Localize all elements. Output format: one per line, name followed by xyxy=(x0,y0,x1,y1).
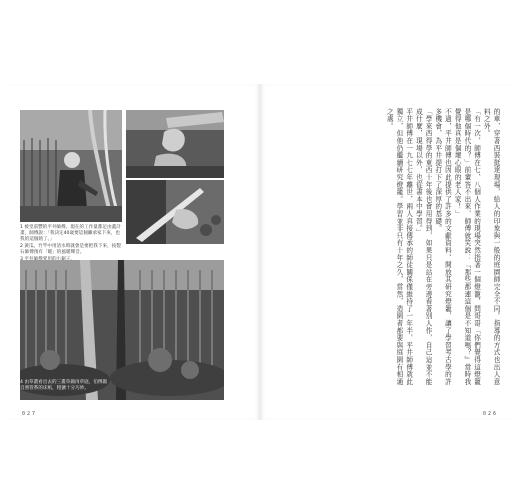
right-page xyxy=(260,84,512,420)
caption-2: 2 黃瓜、竹竿中用清水時就會是要把我下來，按製石師傅預有「暖」的風暖聲音。 xyxy=(20,244,121,256)
left-page xyxy=(8,84,260,420)
photo-hands-saw xyxy=(126,180,224,244)
paragraph: 「有一次，師傅在七、八個人作業的現場突然指著一個燈籠，問哥哥「你們覺得這燈籠是哪個時代的？」前輩答不出來，師傅就笑說：『那些都連這個是不知道嗎？』當時我覺得他真是個壞心眼的老人家！」 xyxy=(453,108,481,386)
paragraph: 的車，穿著西裝挺達現場，給人的印象與一般的庭園師完全不同。指導的方式也出人意料之外。 xyxy=(482,108,500,386)
photo-master-gardener xyxy=(20,110,122,222)
caption-1: 1 被堂前豐的平井師傅。現在的工作量都足由蓋計畫，師傅說：「我決定40歲要這個繼承家下來，也我的這個熱了。」 xyxy=(20,225,121,243)
photo-captions xyxy=(20,225,124,264)
paragraph: 「學來西得學的東西十年後也會用得到，如果只是站在旁邊看著別人作，自己這並不能成什麼，現場以外，也從書本中學習。」 xyxy=(414,108,433,386)
book-spread xyxy=(8,84,512,420)
body-text xyxy=(368,108,500,392)
page-number-left: 027 xyxy=(22,411,38,417)
paragraph: 不過，平井師傅也因此提供了許多的文獻資料、開放其研究燈籠，讓了學習考古學的許多機會，為平井提打下了深厚的基礎。 xyxy=(433,108,452,386)
photo-bamboo-garden xyxy=(20,260,224,400)
photo-hands-bamboo xyxy=(126,110,224,178)
page-number-right: 026 xyxy=(482,411,498,417)
paragraph: 平井師傅在一九七七年離世，兩人真接傳承的師徒關係僅維持了一年半，平井師傅就此獨立，但他仍繼續研究燈籠。學習並非只有十年之久，當然，造園者都要與庭園有相通之處。 xyxy=(385,108,413,386)
caption-4: 4 由草叢看出去的三叢草錦再草庭，伯傅親自照管系的床纸，粗獷十分巧妙。 xyxy=(20,380,108,391)
